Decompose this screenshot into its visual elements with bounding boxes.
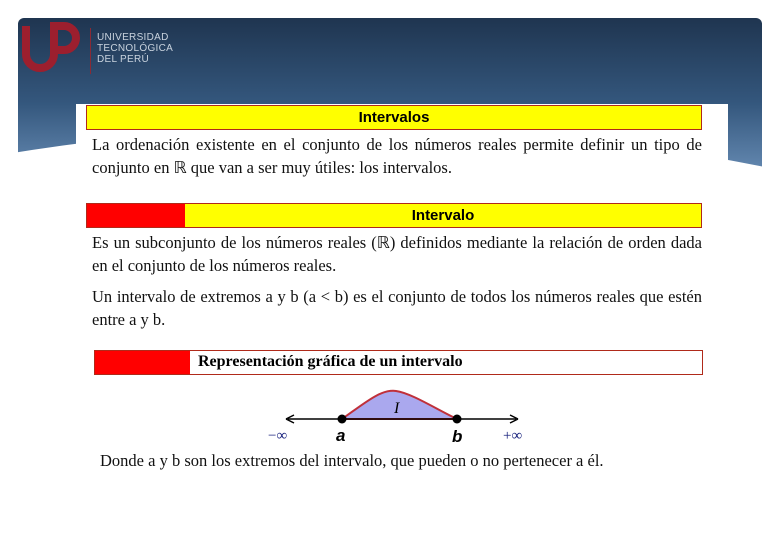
paragraph: Un intervalo de extremos a y b (a < b) es el conjunto de todos los números reales que estén entre a y b. <box>92 287 702 329</box>
interval-label: I <box>394 400 400 417</box>
paragraph: Es un subconjunto de los números reales (ℝ) definidos mediante la relación de orden dada en el conjunto de los números reales. <box>92 233 702 275</box>
red-block <box>95 351 190 374</box>
intervalo-header <box>86 203 702 228</box>
a-label: a <box>336 426 346 445</box>
interval-diagram <box>264 384 549 449</box>
interval-region <box>342 391 457 419</box>
logo-divider <box>90 28 91 74</box>
point-b <box>453 415 462 424</box>
utp-logo-icon <box>20 22 82 78</box>
section-title: Intervalo <box>411 207 475 224</box>
point-a <box>338 415 347 424</box>
slide-content <box>76 104 728 504</box>
logo-line: UNIVERSIDAD <box>97 32 169 43</box>
intervalos-header <box>86 105 702 130</box>
section-title: Representación gráfica de un intervalo <box>198 353 463 370</box>
caption: Donde a y b son los extremos del intervalo, que pueden o no pertenecer a él. <box>100 451 604 470</box>
logo-line: DEL PERÚ <box>97 54 150 65</box>
logo-line: TECNOLÓGICA <box>97 43 174 54</box>
plus-infinity-label: +∞ <box>503 428 523 444</box>
paragraph: La ordenación existente en el conjunto de los números reales permite definir un tipo de conjunto en ℝ que van a ser muy útiles: los intervalos. <box>92 135 702 177</box>
logo-text <box>97 32 173 65</box>
section-title: Intervalos <box>358 109 430 126</box>
minus-infinity-label: −∞ <box>268 428 288 444</box>
red-block <box>87 204 185 227</box>
representacion-header <box>94 350 703 375</box>
b-label: b <box>452 427 463 446</box>
